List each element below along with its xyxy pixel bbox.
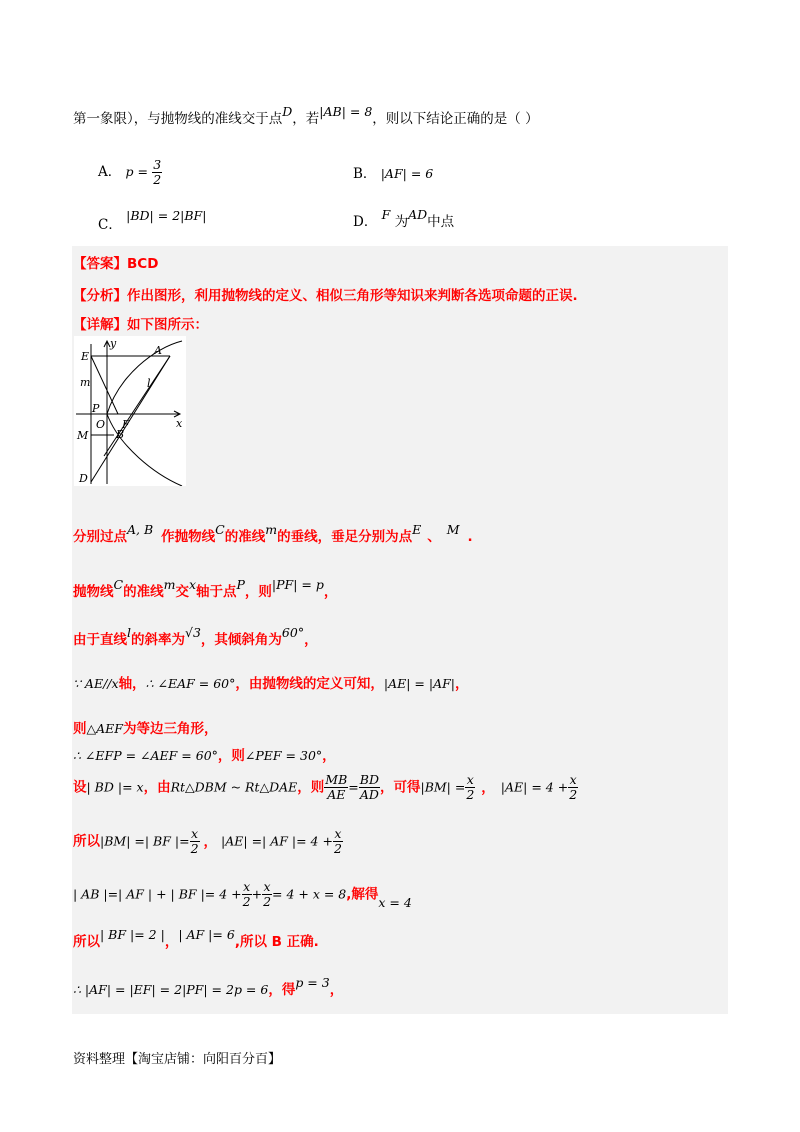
label-l: l (147, 377, 151, 390)
label-m: m (80, 376, 91, 389)
label-D: D (79, 472, 88, 485)
option-d: D． F 为AD中点 (353, 207, 455, 230)
step-10: 所以| BF |= 2 |，| AF |= 6,所以 B 正确. (73, 927, 319, 950)
step-7: 设| BD |= x，由Rt△DBM ~ Rt△DAE，则 $\frac{MB}{AE}$ = $\frac{BD}{AD}$ ，可得|BM| = $\frac{x}{2}$ ， |AE| = 4 + $\frac{x}{2}$ (73, 772, 578, 802)
label-A: A (154, 344, 162, 357)
label-P: P (92, 402, 100, 415)
step-6: ∴ ∠EFP = ∠AEF = 60°，则∠PEF = 30°， (73, 748, 336, 764)
label-M: M (77, 429, 89, 442)
question-line-1: 第一象限），与抛物线的准线交于点D，若|AB| = 8，则以下结论正确的是（ ） (73, 104, 539, 127)
parabola-figure (74, 336, 186, 486)
step-1: 分别过点A, B 作抛物线C的准线m的垂线，垂足分别为点E 、 M . (73, 522, 473, 545)
step-9: | AB |=| AF | + | BF |= 4 + $\frac{x}{2}$ + $\frac{x}{2}$ = 4 + x = 8,解得x = 4 (73, 879, 412, 910)
step-2: 抛物线C的准线m交x轴于点P，则|PF| = p， (73, 577, 338, 600)
step-8: 所以|BM| =| BF |= $\frac{x}{2}$ ， |AE| =| AF |= 4 + $\frac{x}{2}$ (73, 826, 342, 856)
step-11: ∴ |AF| = |EF| = 2|PF| = 2p = 6，得p = 3， (73, 975, 344, 998)
detail-line: 【详解】如下图所示： (73, 317, 208, 333)
step-4: ∵ AE//x轴，∴ ∠EAF = 60°，由抛物线的定义可知，|AE| = |AF|， (73, 676, 469, 692)
option-c: C． |BD| = 2|BF| (98, 208, 207, 233)
label-x: x (176, 417, 183, 430)
analysis-line: 【分析】作出图形，利用抛物线的定义、相似三角形等知识来判断各选项命题的正误. (73, 288, 578, 304)
label-O: O (96, 418, 106, 431)
option-b: B． |AF| = 6 (353, 166, 434, 182)
step-5: 则△AEF为等边三角形， (73, 721, 218, 737)
fraction: $\frac{3}{2}$ (153, 157, 162, 187)
label-E: E (81, 350, 90, 363)
step-3: 由于直线l的斜率为√3，其倾斜角为60°， (73, 625, 318, 648)
option-a: A． p = $\frac{3}{2}$ (98, 157, 162, 187)
footer-source: 资料整理【淘宝店铺：向阳百分百】 (73, 1052, 282, 1067)
label-y: y (110, 337, 117, 350)
label-F: F (122, 418, 130, 431)
label-B: B (116, 428, 125, 441)
answer-line: 【答案】BCD (73, 256, 159, 272)
